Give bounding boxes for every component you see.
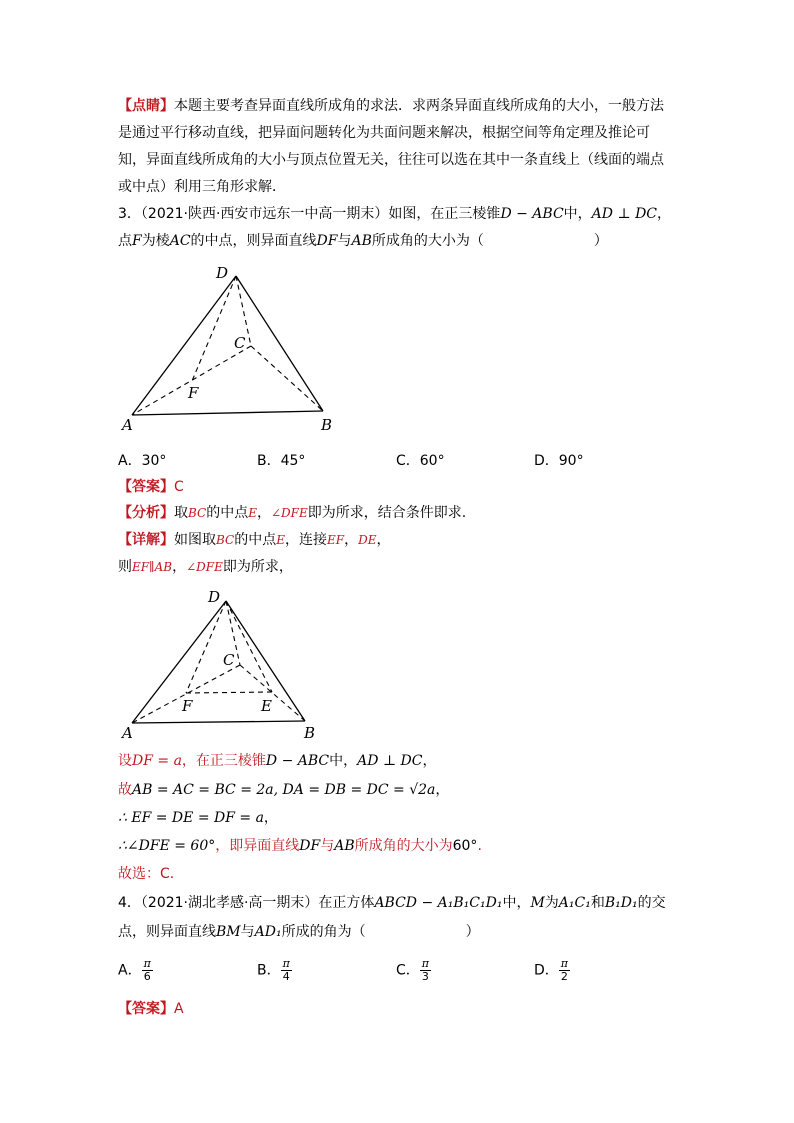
fraction: $\frac{\pi}{3}$ [421,957,430,983]
note-line-2: 是通过平行移动直线，把异面问题转化为共面问题来解决，根据空间等角定理及推论可 [118,125,650,141]
fraction: $\frac{\pi}{2}$ [560,957,569,983]
edge-CB [240,665,305,721]
label-D: D [216,264,229,282]
q3-solution-4: ∴∠DFE = 60°，即异面直线DF与AB所成角的大小为60°. [118,838,482,854]
q3-analysis: 【分析】取BC的中点E，∠DFE即为所求，结合条件即求. [118,505,467,521]
segment-DF [186,601,226,693]
q4-options [118,958,678,992]
q4-option-b: B． $\frac{\pi}{4}$ [257,957,290,983]
edge-AB [132,721,305,723]
q3-solution-2: 故AB = AC = BC = 2a, DA = DB = DC = √2a， [118,782,450,798]
fraction: $\frac{\pi}{6}$ [143,957,151,983]
segment-DF [192,276,236,381]
q3-answer: 【答案】C [118,479,184,495]
fraction: $\frac{\pi}{4}$ [282,957,290,983]
label-C: C [234,334,246,352]
tetrahedron-figure-2 [118,585,328,745]
edge-DB [236,276,323,411]
q3-option-d: D．90° [534,453,584,469]
q4-option-a: A． $\frac{\pi}{6}$ [118,957,151,983]
q4-answer: 【答案】A [118,1001,184,1017]
q3-option-b: B．45° [257,453,306,469]
q4-line-1: 4．（2021·湖北孝感·高一期末）在正方体ABCD − A₁B₁C₁D₁中，M为A₁C₁和B₁D₁的交 [118,895,666,911]
note-tag: 【点睛】 [118,98,174,114]
q3-options [118,451,678,471]
edge-DA [132,601,226,723]
label-F: F [188,384,199,402]
q3-line-1: 3．（2021·陕西·西安市远东一中高一期末）如图，在正三棱锥D − ABC中，AD ⊥ DC， [118,206,672,222]
label-B: B [304,724,316,742]
q3-line-2: 点F为棱AC的中点，则异面直线DF与AB所成角的大小为（ ） [118,233,608,249]
edge-DA [132,276,236,415]
tetrahedron-figure-1 [118,258,348,438]
label-A: A [122,724,133,742]
segment-DE [226,601,272,692]
q3-solution-1: 设DF = a，在正三棱锥D − ABC中，AD ⊥ DC， [118,753,437,769]
label-C: C [223,651,235,669]
label-A: A [122,416,133,434]
q3-option-c: C．60° [396,453,445,469]
q4-option-d: D． $\frac{\pi}{2}$ [534,957,569,983]
q3-choice: 故选：C. [118,866,175,882]
q4-line-2: 点，则异面直线BM与AD₁所成的角为（ ） [118,924,480,940]
label-F: F [182,697,193,715]
label-D: D [208,588,221,606]
q3-detail-2: 则EF∥AB，∠DFE即为所求， [118,559,293,575]
note-line-1: 【点睛】本题主要考查异面直线所成角的求法．求两条异面直线所成角的大小，一般方法 [118,98,664,114]
label-E: E [261,697,272,715]
q3-option-a: A．30° [118,453,167,469]
label-B: B [321,416,333,434]
q3-solution-3: ∴ EF = DE = DF = a， [118,810,278,826]
q3-detail-1: 【详解】如图取BC的中点E，连接EF，DE， [118,532,391,548]
edge-AC [132,346,251,415]
note-line-3: 知，异面直线所成角的大小与顶点位置无关，往往可以选在其中一条直线上（线面的端点 [118,152,664,168]
note-line-4: 或中点）利用三角形求解． [118,179,286,195]
q4-option-c: C． $\frac{\pi}{3}$ [396,957,430,983]
segment-EF [186,692,272,693]
edge-AB [132,411,323,415]
